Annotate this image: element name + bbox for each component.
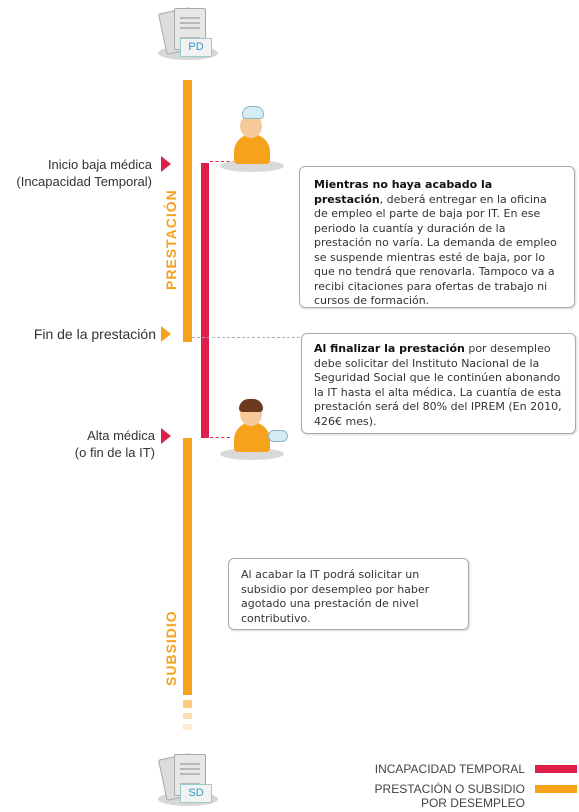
bubble-3-text: Al acabar la IT podrá solicitar un subsidio por desempleo por haber agotado una prestación de nivel contributivo. bbox=[241, 568, 430, 625]
ice-pack-icon bbox=[268, 430, 288, 442]
inicio-label-line1: Inicio baja médica bbox=[47, 157, 152, 172]
legend-swatch-prestacion bbox=[535, 785, 577, 793]
legend-label-it bbox=[325, 762, 525, 776]
fin-dash bbox=[192, 337, 300, 338]
legend-label-prestacion bbox=[325, 782, 525, 810]
legend-swatch-it bbox=[535, 765, 577, 773]
document-sd-icon bbox=[156, 752, 246, 812]
subsidio-bar-fade-1 bbox=[183, 700, 192, 708]
subsidio-bar bbox=[183, 438, 192, 695]
inicio-label-line2: (Incapacidad Temporal) bbox=[16, 174, 152, 189]
inicio-label bbox=[0, 156, 152, 190]
fin-label: Fin de la prestación bbox=[33, 326, 156, 342]
legend-prestacion-line2: POR DESEMPLEO bbox=[420, 796, 525, 810]
person-body bbox=[234, 422, 270, 452]
ice-pack-icon bbox=[242, 106, 264, 119]
prestacion-label: PRESTACIÓN bbox=[163, 189, 179, 290]
sick-person-icon bbox=[220, 106, 290, 176]
recovered-person-icon bbox=[220, 394, 290, 464]
person-hair bbox=[239, 399, 263, 412]
prestacion-bar bbox=[183, 80, 192, 342]
subsidio-bar-fade-2 bbox=[183, 713, 192, 719]
pd-tag: PD bbox=[180, 38, 212, 57]
bubble-1-bold: Mientras no haya acabado la prestación bbox=[314, 178, 493, 206]
sd-tag: SD bbox=[180, 784, 212, 803]
alta-label-line2: (o fin de la IT) bbox=[74, 445, 155, 460]
alta-label bbox=[0, 427, 155, 461]
bubble-2-text: por desempleo debe solicitar del Instituto Nacional de la Seguridad Social que le continúen abonando la IT hasta el alta médica. La cuantía de esta prestación será del 80% del IPREM (En 2010, 426€ mes). bbox=[314, 342, 562, 428]
incapacidad-bar bbox=[201, 163, 209, 438]
alta-label-line1: Alta médica bbox=[87, 428, 155, 443]
bubble-2-bold: Al finalizar la prestación bbox=[314, 342, 465, 355]
legend-it-line1: INCAPACIDAD TEMPORAL bbox=[374, 762, 525, 776]
info-bubble-prestacion bbox=[299, 166, 575, 308]
document-pd-icon bbox=[156, 6, 246, 66]
inicio-marker bbox=[161, 156, 171, 172]
info-bubble-fin-prestacion bbox=[301, 333, 576, 434]
info-bubble-subsidio bbox=[228, 558, 469, 630]
person-body bbox=[234, 134, 270, 164]
legend-prestacion-line1: PRESTACIÓN O SUBSIDIO bbox=[374, 782, 525, 796]
subsidio-label: SUBSIDIO bbox=[163, 610, 179, 686]
subsidio-bar-fade-3 bbox=[183, 724, 192, 730]
bubble-1-text: , deberá entregar en la oficina de empleo el parte de baja por IT. En ese periodo la cuantía y duración de la prestación no varía. La demanda de empleo se suspende mientras esté de baja, por lo que no tendrá que renovarla. Tampoco va a recibi citaciones para ofertas de trabajo ni cursos de formación. bbox=[314, 192, 557, 307]
alta-marker bbox=[161, 428, 171, 444]
fin-marker bbox=[161, 326, 171, 342]
